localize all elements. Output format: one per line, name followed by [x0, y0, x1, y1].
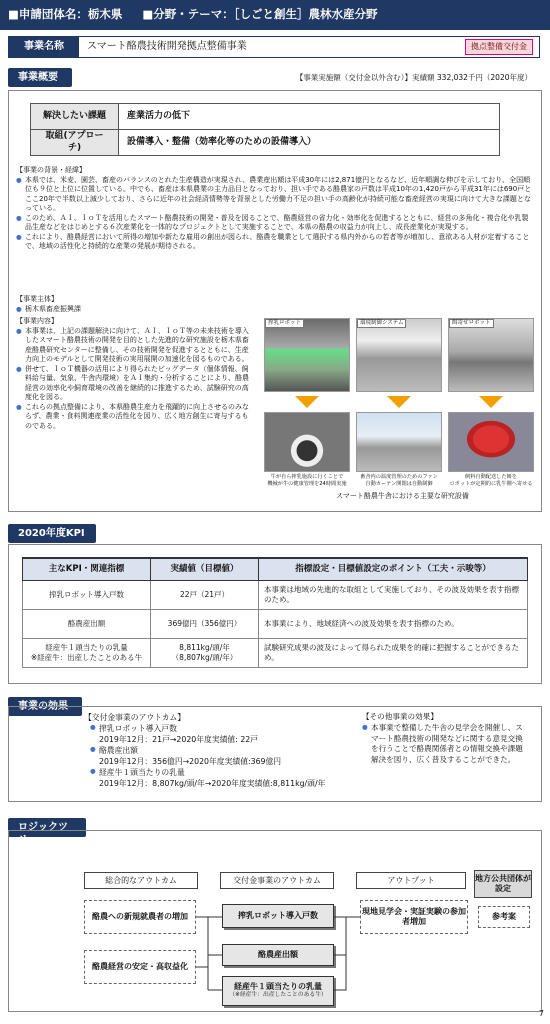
kpi-name: 搾乳ロボット導入戸数 [23, 580, 151, 609]
logic-heading: ロジックツリー [8, 818, 86, 837]
kpi-point: 本事業により、地域経済への波及効果を表す指標のため。 [259, 609, 528, 638]
photo-note: 畜舎内の温度管理のためのファン 自動カーテン開閉は自動制御 [360, 474, 438, 487]
kpi-value: 8,811kg/頭/年 （8,807kg/頭/年） [151, 638, 259, 667]
outcome-section [84, 712, 364, 789]
photo-milking-detail [264, 412, 350, 472]
outcome-title: 【交付金事業のアウトカム】 [84, 713, 186, 722]
background-item: ● 本県では、米麦、園芸、畜産のバランスのとれた生産構造が実現され、農業産出額は平成30年には2,871億円となるなど、近年順調な伸びを示しており、全国順位も９位と上位に位置している。中でも、畜産は本県農業の主力品目となっており、担い手である酪農家の戸数は平成10年の1,420戸から平成31年には690戸とここ20年で半数以上減少しており、さらに近年の社会経済情勢等を背景とした労働力不足の担い手の高齢化が持続可能な畜産経営の実現に向けて大きな課題となっている。 [16, 176, 532, 214]
background-section [16, 166, 532, 252]
other-effect-title: 【その他事業の効果】 [362, 712, 438, 721]
entity-value: ● 栃木県畜産振興課 [16, 305, 254, 315]
grant-outcome-label: 経産牛１頭当たりの乳量 [234, 982, 322, 992]
page-number: 7 [538, 1009, 544, 1019]
photo-note: 飼料自動配送した餌を ロボットが定期的に乳牛側へ寄せる [449, 474, 533, 487]
output-box: 現地見学会・実証実験の参加者増加 [360, 900, 468, 934]
table-row [23, 609, 528, 638]
other-effect-text: ● 本事業で整備した牛舎の見学会を開催し、スマート酪農技術の開発などに関する意見交換を行うことで酪農関係者との情報交換や課題解決を図り、広く普及することができた。 [362, 723, 530, 766]
background-title: 【事業の背景・経緯】 [16, 166, 86, 174]
kpi-value: 369億円（356億円） [151, 609, 259, 638]
kpi-col-header: 主なKPI・関連指標 [23, 558, 151, 580]
project-name-label: 事業名称 [9, 37, 79, 57]
project-name-row [8, 36, 540, 58]
issue-label: 解決したい課題 [31, 104, 119, 130]
issue-table [30, 103, 500, 156]
project-name: スマート酪農技術開発拠点整備事業 [87, 41, 247, 53]
photo-caption: 搾乳ロボット [265, 319, 304, 328]
kpi-point: 試験研究成果の波及によって得られた成果を的確に把握することができるため。 [259, 638, 528, 667]
grant-outcome-box: 酪農産出額 [222, 944, 334, 966]
overview-heading: 事業概要 [8, 68, 72, 87]
table-row [23, 638, 528, 667]
background-item: ● このため、ＡＩ、ＩｏＴを活用したスマート酪農技術の開発・普及を図ることで、酪農経営の省力化・効率化を促進するとともに、経営の多角化・複合化や乳製品生産などをはじめとする６次産業化を一体的なプロジェクトとして実施することで、本県の酪農の収益力が向上し、成長産業化が実現する。 [16, 214, 532, 233]
outcome-name: ● 搾乳ロボット導入戸数 [90, 723, 364, 734]
kpi-point: 本事業は地域の先進的な取組として実施しており、その波及効果を表す指標のため。 [259, 580, 528, 609]
content-section [16, 295, 254, 431]
outcome-detail: 2019年12月：356億円→2020年度実績値:369億円 [99, 757, 282, 767]
grant-outcome-box: 搾乳ロボット導入戸数 [222, 904, 334, 928]
grant-outcome-note: （※経産牛：出産したことのある牛） [229, 992, 327, 999]
down-arrow-icon [479, 396, 503, 408]
photo-caption: 環境制御システム [357, 319, 406, 328]
logic-col-header: 地方公共団体が設定 [474, 870, 532, 898]
logic-col-header: 交付金事業のアウトカム [220, 872, 334, 889]
grant-outcome-box [222, 976, 334, 1006]
photo-robot-detail [448, 412, 534, 472]
photo-caption: 餌寄せロボット [449, 319, 494, 328]
photo-feed-robot [448, 318, 534, 392]
down-arrow-icon [295, 396, 319, 408]
applicant-group: ■申請団体名：栃木県 [8, 7, 123, 21]
photo-fan-detail [356, 412, 442, 472]
kpi-name: 経産牛１頭当たりの乳量 ※経産牛：出産したことのある牛 [23, 638, 151, 667]
effect-heading: 事業の効果 [8, 697, 82, 716]
theme-field: ■分野・テーマ：［しごと創生］農林水産分野 [142, 7, 378, 21]
photo-milking-robot [264, 318, 350, 392]
photo-note: 牛が自ら搾乳施設に行くことで 機械が牛の健康管理を24時間実施 [267, 474, 347, 487]
approach-label: 取組(アプローチ) [31, 130, 119, 156]
overall-outcome-box: 酪農経営の安定・高収益化 [84, 950, 196, 984]
content-item: ● 本事業は、上記の課題解決に向けて、ＡＩ、ＩｏＴ等の未来技術を導入したスマート酪農技術の開発を目的とした先進的な研究施設を栃木県畜産酪農研究センターに整備し、その技術開発を促進するとともに、生産力向上のモデルとして開発技術の実用展開の加速化を図るものである。 [16, 327, 254, 365]
kpi-value: 22戸（21戸） [151, 580, 259, 609]
content-item: ● これらの拠点整備により、本県酪農生産力を飛躍的に向上させるのみならず、農業・食料関連産業の活性化を図り、広く地方創生に寄与するものである。 [16, 403, 254, 432]
kpi-col-header: 指標設定・目標値設定のポイント（工夫・示唆等） [259, 558, 528, 580]
outcome-name: ● 酪農産出額 [90, 745, 364, 756]
budget-text: 【事業実施額（交付金以外含む）】実績額 332,032千円（2020年度） [295, 73, 532, 82]
approach-value: 設備導入・整備（効率化等のための設備導入） [119, 130, 500, 156]
logic-col-header: 総合的なアウトカム [84, 872, 198, 889]
reference-box: 参考案 [478, 906, 530, 928]
overall-outcome-box: 酪農への新規就農者の増加 [84, 900, 196, 934]
facility-photos [264, 318, 534, 504]
outcome-detail: 2019年12月：21戸→2020年度実績値: 22戸 [99, 735, 259, 745]
header-bar [0, 0, 550, 30]
grant-type-badge: 拠点整備交付金 [465, 39, 533, 56]
entity-title: 【事業主体】 [16, 295, 58, 303]
other-effect-section [362, 712, 530, 766]
photos-caption: スマート酪農牛舎における主要な研究設備 [336, 492, 469, 500]
table-row [23, 580, 528, 609]
issue-value: 産業活力の低下 [119, 104, 500, 130]
kpi-table [22, 557, 528, 668]
background-item: ● これにより、酪農経営において所得の増加や新たな雇用の創出が図られ、酪農を職業として選択する県内外からの若者等が増加し、意欲ある人材が定着することで、地域の活性化と持続的な産業の発展が期待される。 [16, 233, 532, 252]
logic-col-header: アウトプット [356, 872, 466, 889]
outcome-detail: 2019年12月：8,807kg/頭/年→2020年度実績値:8,811kg/頭/年 [99, 779, 326, 789]
content-title: 【事業内容】 [16, 317, 58, 326]
outcome-name: ● 経産牛１頭当たりの乳量 [90, 767, 364, 778]
down-arrow-icon [387, 396, 411, 408]
content-item: ● 併せて、ＩｏＴ機器の活用により得られたビッグデータ（個体情報、飼料給与量、気象、牛舎内環境）をＡＩ集約・分析することにより、酪農経営の効率化や飼育環境の改善を継続的に推進するため、試験研究の高度化を図る。 [16, 365, 254, 403]
kpi-col-header: 実績値（目標値） [151, 558, 259, 580]
kpi-name: 酪農産出額 [23, 609, 151, 638]
kpi-heading: 2020年度KPI [8, 524, 96, 543]
photo-environment-system [356, 318, 442, 392]
